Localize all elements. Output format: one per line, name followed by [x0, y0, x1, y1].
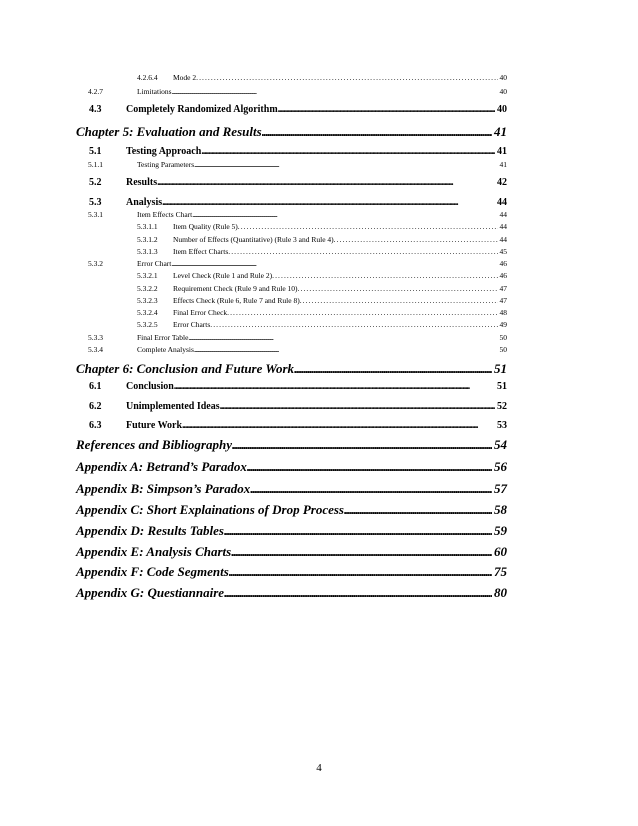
- toc-entry-number: 5.3: [89, 197, 102, 208]
- toc-entry[interactable]: [89, 401, 507, 412]
- dot-leader: [278, 104, 495, 115]
- dot-leader: [238, 222, 498, 231]
- toc-entry-page: 44: [499, 235, 507, 244]
- toc-entry-title: Analysis: [126, 197, 163, 208]
- toc-entry-title: Appendix A: Betrand’s Paradox: [76, 459, 247, 474]
- toc-entry-title: Item Effect Charts: [173, 247, 229, 256]
- toc-entry-number: 6.2: [89, 401, 102, 412]
- toc-entry-title: Appendix F: Code Segments: [76, 564, 229, 579]
- toc-entry-title: Unimplemented Ideas: [126, 401, 220, 412]
- dot-leader: [192, 210, 497, 219]
- dot-leader: [196, 73, 497, 82]
- toc-entry-number: 5.3.1.3: [137, 247, 158, 256]
- toc-appendix-entry[interactable]: [76, 481, 507, 497]
- toc-entry-page: 50: [499, 345, 507, 354]
- toc-entry-page: 48: [499, 308, 507, 317]
- toc-entry-page: 47: [499, 284, 507, 293]
- dot-leader: [210, 320, 497, 329]
- dot-leader: [201, 146, 495, 157]
- toc-entry-page: 53: [497, 420, 507, 431]
- toc-entry[interactable]: [137, 271, 507, 280]
- dot-leader: [344, 502, 492, 518]
- dot-leader: [220, 401, 495, 412]
- toc-entry-title: Final Error Check: [173, 308, 228, 317]
- toc-entry-title: Chapter 6: Conclusion and Future Work: [76, 361, 295, 376]
- toc-entry-title: Effects Check (Rule 6, Rule 7 and Rule 8): [173, 296, 300, 305]
- toc-entry-title: Appendix G: Questiannaire: [76, 585, 225, 600]
- toc-entry-page: 42: [497, 177, 507, 188]
- toc-entry-title: Error Chart: [137, 259, 172, 268]
- toc-entry-title: Final Error Table: [137, 333, 189, 342]
- toc-entry-page: 41: [497, 146, 507, 157]
- dot-leader: [224, 585, 492, 601]
- toc-entry-title: Item Quality (Rule 5): [173, 222, 238, 231]
- toc-entry-title: Requirement Check (Rule 9 and Rule 10): [173, 284, 298, 293]
- toc-entry-title: Completely Randomized Algorithm: [126, 104, 278, 115]
- toc-entry-page: 58: [494, 502, 507, 517]
- dot-leader: [262, 124, 492, 140]
- toc-entry[interactable]: [88, 259, 507, 268]
- toc-entry-number: 5.3.2.2: [137, 284, 158, 293]
- dot-leader: [229, 564, 492, 580]
- toc-entry-page: 51: [494, 361, 507, 376]
- toc-entry-page: 46: [499, 259, 507, 268]
- toc-entry-title: Appendix C: Short Explainations of Drop Process: [76, 502, 344, 517]
- toc-entry-number: 5.3.3: [88, 333, 103, 342]
- toc-entry-title: Error Charts: [173, 320, 211, 329]
- page-number: 4: [316, 762, 322, 774]
- toc-entry-title: Appendix B: Simpson’s Paradox: [76, 481, 251, 496]
- dot-leader: [171, 259, 497, 268]
- toc-entry-title: Item Effects Chart: [137, 210, 193, 219]
- toc-entry-page: 51: [497, 381, 507, 392]
- toc-appendix-entry[interactable]: [76, 585, 507, 601]
- toc-entry[interactable]: [88, 210, 507, 219]
- dot-leader: [172, 87, 498, 96]
- dot-leader: [174, 381, 495, 392]
- toc-entry-page: 49: [499, 320, 507, 329]
- toc-appendix-entry[interactable]: [76, 459, 507, 475]
- toc-appendix-entry[interactable]: [76, 564, 507, 580]
- toc-entry-number: 5.3.1: [88, 210, 103, 219]
- toc-entry[interactable]: [88, 333, 507, 342]
- toc-entry-page: 44: [497, 197, 507, 208]
- toc-entry-number: 5.1.1: [88, 160, 103, 169]
- dot-leader: [232, 437, 492, 453]
- toc-entry[interactable]: [89, 177, 507, 188]
- toc-entry-page: 41: [494, 124, 507, 139]
- toc-entry[interactable]: [88, 87, 507, 96]
- toc-entry[interactable]: [137, 247, 507, 256]
- toc-entry[interactable]: [88, 160, 507, 169]
- toc-entry-page: 80: [494, 585, 507, 600]
- toc-entry-page: 40: [497, 104, 507, 115]
- toc-entry[interactable]: [137, 222, 507, 231]
- dot-leader: [157, 177, 495, 188]
- dot-leader: [294, 361, 492, 377]
- toc-entry-title: Limitations: [137, 87, 172, 96]
- dot-leader: [162, 197, 495, 208]
- toc-entry-number: 5.3.1.1: [137, 222, 158, 231]
- dot-leader: [231, 544, 492, 560]
- toc-entry[interactable]: [137, 308, 507, 317]
- toc-entry-title: Future Work: [126, 420, 183, 431]
- toc-entry[interactable]: [137, 235, 507, 244]
- toc-chapter-entry[interactable]: [76, 361, 507, 377]
- toc-entry-page: 40: [499, 87, 507, 96]
- toc-entry-number: 4.3: [89, 104, 102, 115]
- toc-entry-number: 4.2.7: [88, 87, 103, 96]
- dot-leader: [272, 271, 497, 280]
- toc-entry-title: Testing Parameters: [137, 160, 195, 169]
- toc-entry-page: 50: [499, 333, 507, 342]
- dot-leader: [188, 333, 497, 342]
- toc-appendix-entry[interactable]: [76, 502, 507, 518]
- toc-entry-number: 5.2: [89, 177, 102, 188]
- toc-entry-number: 5.3.1.2: [137, 235, 158, 244]
- toc-entry-page: 44: [499, 210, 507, 219]
- dot-leader: [298, 284, 498, 293]
- toc-entry-number: 5.3.4: [88, 345, 103, 354]
- dot-leader: [250, 481, 492, 497]
- toc-entry-title: Appendix D: Results Tables: [76, 523, 224, 538]
- toc-entry-number: 5.1: [89, 146, 102, 157]
- toc-entry-number: 5.3.2.1: [137, 271, 158, 280]
- dot-leader: [224, 523, 492, 539]
- dot-leader: [227, 308, 497, 317]
- toc-entry-page: 41: [499, 160, 507, 169]
- dot-leader: [182, 420, 495, 431]
- toc-appendix-entry[interactable]: [76, 544, 507, 560]
- toc-entry-page: 47: [499, 296, 507, 305]
- toc-entry-page: 56: [494, 459, 507, 474]
- toc-entry-page: 45: [499, 247, 507, 256]
- toc-entry-number: 5.3.2.3: [137, 296, 158, 305]
- toc-entry-title: Complete Analysis: [137, 345, 194, 354]
- toc-entry-page: 40: [499, 73, 507, 82]
- toc-entry[interactable]: [137, 296, 507, 305]
- toc-entry[interactable]: [89, 420, 507, 431]
- toc-appendix-entry[interactable]: [76, 523, 507, 539]
- toc-entry[interactable]: [88, 345, 507, 354]
- toc-chapter-entry[interactable]: [76, 437, 507, 453]
- toc-entry-number: 6.1: [89, 381, 102, 392]
- toc-entry-page: 57: [494, 481, 507, 496]
- dot-leader: [194, 160, 497, 169]
- dot-leader: [334, 235, 498, 244]
- toc-entry[interactable]: [137, 73, 507, 82]
- toc-entry[interactable]: [137, 284, 507, 293]
- toc-entry-title: References and Bibliography: [76, 437, 232, 452]
- toc-entry-title: Level Check (Rule 1 and Rule 2): [173, 271, 273, 280]
- dot-leader: [300, 296, 498, 305]
- toc-entry[interactable]: [137, 320, 507, 329]
- toc-entry-page: 44: [499, 222, 507, 231]
- toc-entry-page: 52: [497, 401, 507, 412]
- dot-leader: [194, 345, 498, 354]
- toc-entry-number: 5.3.2.4: [137, 308, 158, 317]
- toc-entry-page: 59: [494, 523, 507, 538]
- toc-entry-title: Appendix E: Analysis Charts: [76, 544, 232, 559]
- toc-entry-number: 4.2.6.4: [137, 73, 158, 82]
- toc-entry-title: Number of Effects (Quantitative) (Rule 3 and Rule 4): [173, 235, 334, 244]
- toc-entry-title: Chapter 5: Evaluation and Results: [76, 124, 262, 139]
- dot-leader: [247, 459, 492, 475]
- toc-entry-title: Conclusion: [126, 381, 174, 392]
- toc-entry-page: 54: [494, 437, 507, 452]
- toc-entry[interactable]: [89, 197, 507, 208]
- dot-leader: [228, 247, 497, 256]
- toc-entry-number: 6.3: [89, 420, 102, 431]
- toc-entry-page: 46: [499, 271, 507, 280]
- toc-entry-title: Results: [126, 177, 158, 188]
- toc-entry[interactable]: [89, 381, 507, 392]
- toc-entry[interactable]: [89, 146, 507, 157]
- toc-entry-title: Testing Approach: [126, 146, 202, 157]
- toc-entry-page: 60: [494, 544, 507, 559]
- toc-chapter-entry[interactable]: [76, 124, 507, 140]
- toc-entry-page: 75: [494, 564, 507, 579]
- toc-entry-title: Mode 2: [173, 73, 197, 82]
- toc-entry-number: 5.3.2.5: [137, 320, 158, 329]
- toc-entry-number: 5.3.2: [88, 259, 103, 268]
- toc-entry[interactable]: [89, 104, 507, 115]
